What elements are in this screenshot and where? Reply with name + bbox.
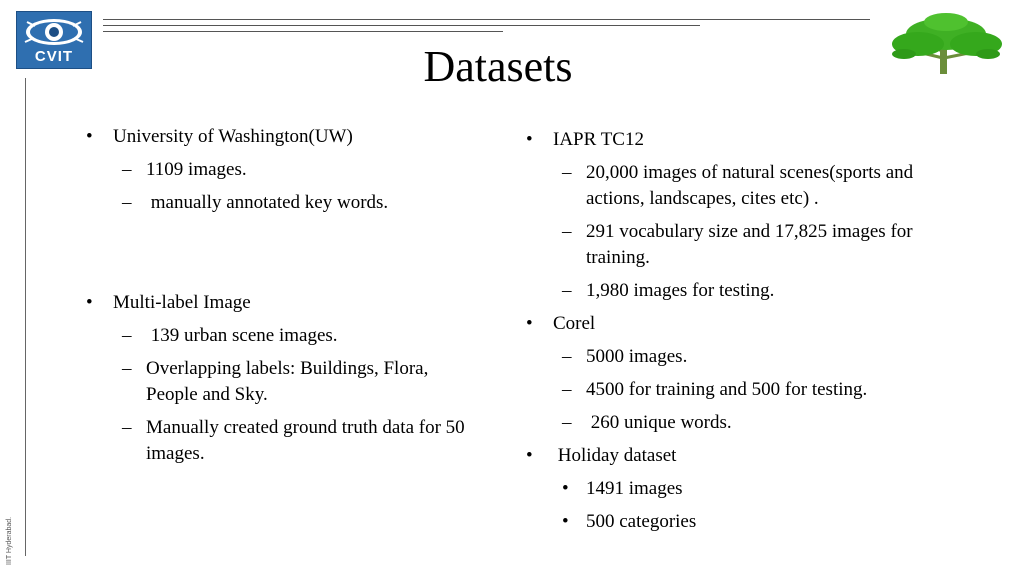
dash-marker: –: [562, 412, 572, 433]
bullet-marker: •: [562, 478, 569, 499]
list-item-text: 4500 for training and 500 for testing.: [586, 379, 868, 400]
tree-icon: [888, 12, 1004, 76]
list-item-text: 1,980 images for testing.: [586, 280, 775, 301]
list-item-text: 139 urban scene images.: [146, 325, 338, 346]
dash-marker: –: [562, 346, 572, 367]
list-item: [86, 290, 486, 316]
bullet-marker: •: [526, 313, 533, 334]
bullet-marker: •: [86, 126, 93, 147]
bullet-marker: •: [562, 511, 569, 532]
header-rule-1: [103, 19, 870, 20]
bullet-marker: •: [86, 292, 93, 313]
list-item: [526, 410, 936, 436]
list-item-text: 500 categories: [586, 511, 697, 532]
dash-marker: –: [562, 221, 572, 242]
list-item-text: IAPR TC12: [553, 129, 644, 150]
list-item-text: 291 vocabulary size and 17,825 images for training.: [586, 221, 913, 268]
list-item: [526, 443, 936, 469]
list-item-text: Corel: [553, 313, 596, 334]
logo-text: CVIT: [34, 48, 74, 65]
dash-marker: –: [562, 379, 572, 400]
dash-marker: –: [562, 280, 572, 301]
left-vertical-rule: [25, 78, 26, 556]
dash-marker: –: [122, 159, 132, 180]
list-item: [86, 190, 486, 216]
header-rule-2: [103, 25, 700, 26]
list-item: [526, 509, 936, 535]
list-item-text: University of Washington(UW): [113, 126, 353, 147]
list-item: [526, 278, 936, 304]
list-item: [86, 323, 486, 349]
dash-marker: –: [122, 192, 132, 213]
list-item: [526, 219, 931, 271]
list-item-text: 260 unique words.: [586, 412, 732, 433]
section-gap: [86, 223, 486, 290]
list-item: [526, 377, 936, 403]
cvit-logo: [16, 11, 92, 69]
list-item-text: 5000 images.: [586, 346, 688, 367]
list-item-text: Manually created ground truth data for 50 images.: [146, 417, 465, 464]
bullet-marker: •: [526, 445, 533, 466]
list-item: [86, 356, 466, 408]
list-item-text: 1109 images.: [146, 159, 247, 180]
list-item: [86, 124, 486, 150]
list-item-text: Holiday dataset: [553, 445, 677, 466]
side-caption: IIIT Hyderabad.: [6, 516, 13, 565]
list-item-text: Overlapping labels: Buildings, Flora, People and Sky.: [146, 358, 429, 405]
left-column: [86, 124, 486, 474]
dash-marker: –: [122, 417, 132, 438]
header-rule-3: [103, 31, 503, 32]
list-item: [526, 344, 936, 370]
bullet-marker: •: [526, 129, 533, 150]
list-item: [526, 160, 926, 212]
list-item-text: manually annotated key words.: [146, 192, 389, 213]
list-item: [86, 415, 486, 467]
list-item-text: Multi-label Image: [113, 292, 251, 313]
list-item: [86, 157, 486, 183]
eye-icon: [17, 14, 91, 50]
right-column: [526, 127, 936, 542]
list-item: [526, 311, 936, 337]
list-item-text: 20,000 images of natural scenes(sports and actions, landscapes, cites etc) .: [586, 162, 914, 209]
dash-marker: –: [122, 358, 132, 379]
list-item-text: 1491 images: [586, 478, 683, 499]
slide-title: Datasets: [423, 42, 573, 91]
list-item: [526, 127, 936, 153]
list-item: [526, 476, 936, 502]
dash-marker: –: [122, 325, 132, 346]
dash-marker: –: [562, 162, 572, 183]
